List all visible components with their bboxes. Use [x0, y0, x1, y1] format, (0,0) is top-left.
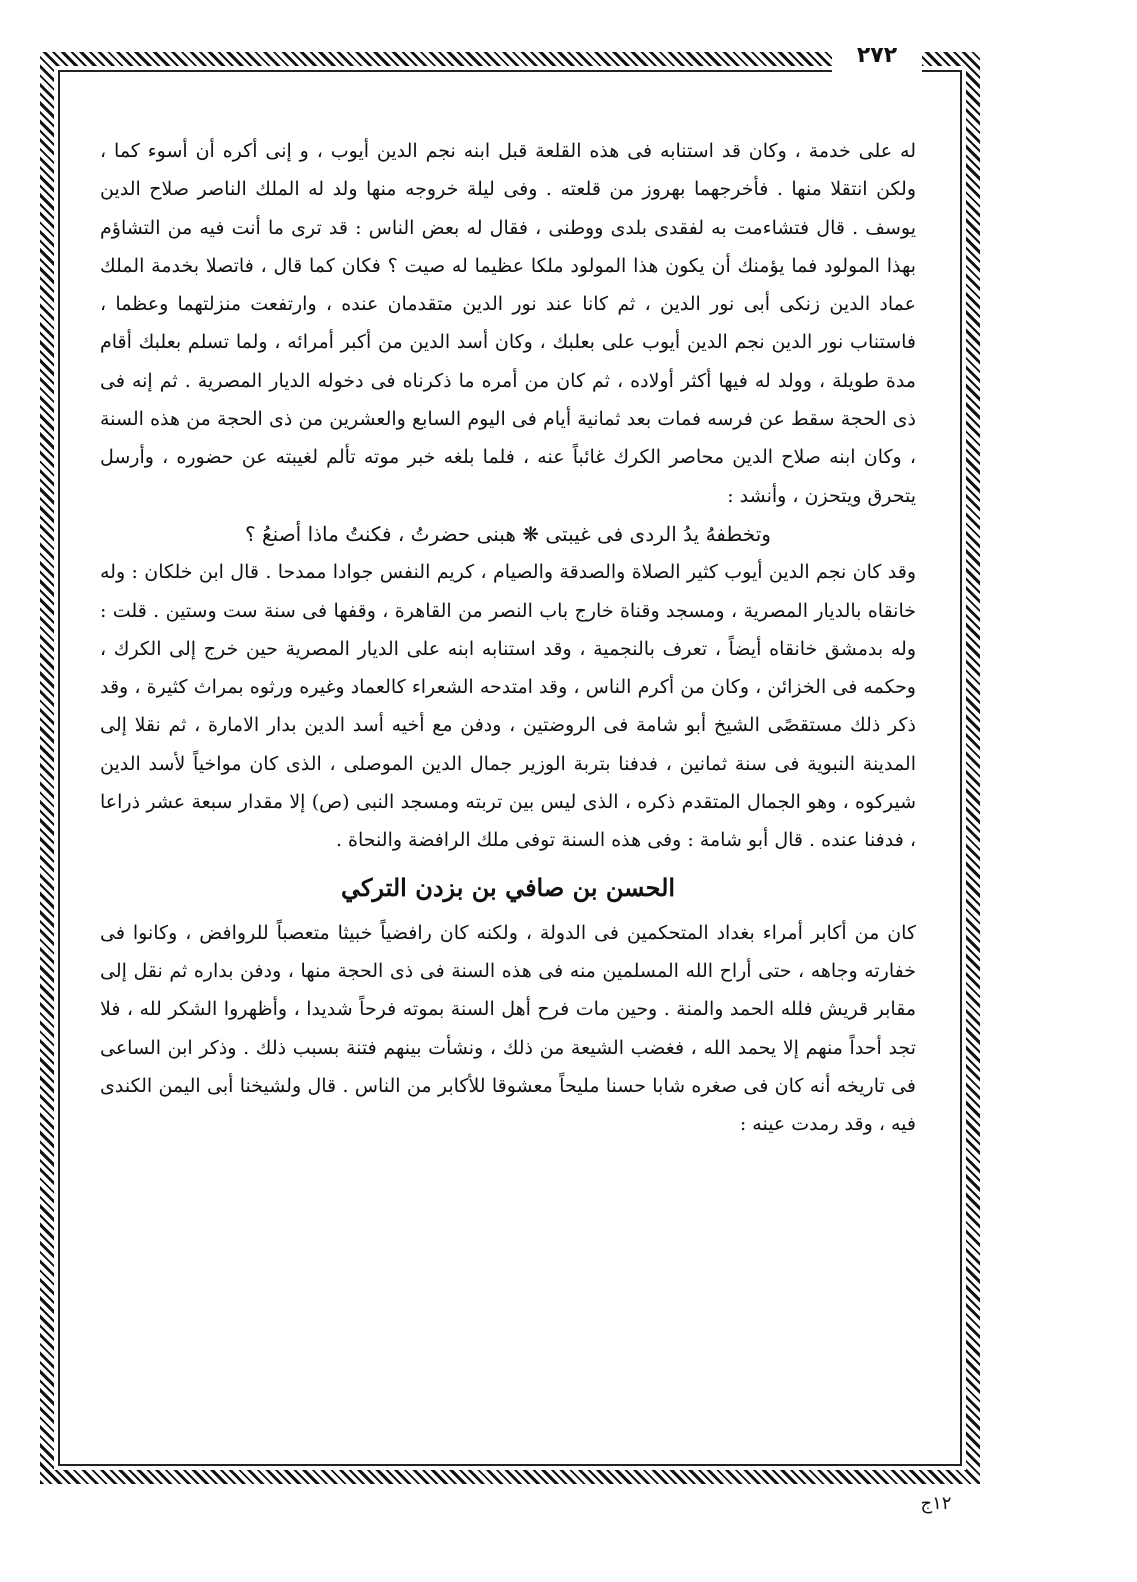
section-heading: الحسن بن صافي بن بزدن التركي — [340, 872, 676, 902]
signature-mark: ١٢ج — [920, 1493, 952, 1514]
page-number: ٢٧٢ — [832, 38, 922, 74]
page-body — [100, 132, 916, 1143]
paragraph: كان من أكابر أمراء بغداد المتحكمين فى الدولة ، ولكنه كان رافضياً خبيثا متعصباً للروافض ، وكانوا فى خفارته وجاهه ، حتى أراح الله المسلمين منه فى هذه السنة فى ذى الحجة منها ، ودفن بداره ثم نقل إلى مقابر قريش فلله الحمد والمنة . وحين مات فرح أهل السنة بموته فرحاً شديدا ، وأظهروا الشكر لله ، فلا تجد أحداً منهم إلا يحمد الله ، فغضب الشيعة من ذلك ، ونشأت بينهم فتنة بسبب ذلك . وذكر ابن الساعى فى تاريخه أنه كان فى صغره شابا حسنا مليحاً معشوقا للأكابر من الناس . قال ولشيخنا أبى اليمن الكندى فيه ، وقد رمدت عينه : — [100, 921, 916, 1136]
paragraph: وقد كان نجم الدين أيوب كثير الصلاة والصدقة والصيام ، كريم النفس جوادا ممدحا . قال ابن خلكان : وله خانقاه بالديار المصرية ، ومسجد وقناة خارج باب النصر من القاهرة ، وقفها فى سنة ست وستين . قلت : وله بدمشق خانقاه أيضاً ، تعرف بالنجمية ، وقد استنابه ابنه على الديار المصرية حين خرج إلى الكرك ، وحكمه فى الخزائن ، وكان من أكرم الناس ، وقد امتدحه الشعراء كالعماد وغيره ورثوه بمراث كثيرة ، وقد ذكر ذلك مستقصًى الشيخ أبو شامة فى الروضتين ، ودفن مع أخيه أسد الدين بدار الامارة ، ثم نقلا إلى المدينة النبوية فى سنة ثمانين ، فدفنا بتربة الوزير جمال الدين الموصلى ، الذى كان مواخياً لأسد الدين شيركوه ، وهو الجمال المتقدم ذكره ، الذى ليس بين تربته ومسجد النبى (ص) إلا مقدار سبعة عشر ذراعا ، فدفنا عنده . قال أبو شامة : وفى هذه السنة توفى ملك الرافضة والنحاة . — [100, 561, 917, 852]
paragraph: له على خدمة ، وكان قد استنابه فى هذه القلعة قبل ابنه نجم الدين أيوب ، و إنى أكره أن أسوء كما ، ولكن انتقلا منها . فأخرجهما بهروز من قلعته . وفى ليلة خروجه منها ولد له الملك الناصر صلاح الدين يوسف . قال فتشاءمت به لفقدى بلدى ووطنى ، فقال له بعض الناس : قد ترى ما أنت فيه من التشاؤم بهذا المولود فما يؤمنك أن يكون هذا المولود ملكا عظيما له صيت ؟ فكان كما قال ، فاتصلا بخدمة الملك عماد الدين زنكى أبى نور الدين ، ثم كانا عند نور الدين متقدمان عنده ، وارتفعت منزلتهما وعظما ، فاستناب نور الدين نجم الدين أيوب على بعلبك ، وكان أسد الدين من أكبر أمرائه ، ولما تسلم بعلبك أقام مدة طويلة ، وولد له فيها أكثر أولاده ، ثم كان من أمره ما ذكرناه فى دخوله الديار المصرية . ثم إنه فى ذى الحجة سقط عن فرسه فمات بعد ثمانية أيام فى اليوم السابع والعشرين من ذى الحجة من هذه السنة ، وكان ابنه صلاح الدين محاصر الكرك غائباً عنه ، فلما بلغه خبر موته تألم لغيبته عن حضوره ، وأرسل يتحرق ويتحزن ، وأنشد : — [100, 140, 917, 507]
poetry-verse: وتخطفهُ يدُ الردى فى غيبتى ❋ هبنى حضرتُ ، فكنتُ ماذا أصنعُ ؟ — [245, 521, 771, 546]
